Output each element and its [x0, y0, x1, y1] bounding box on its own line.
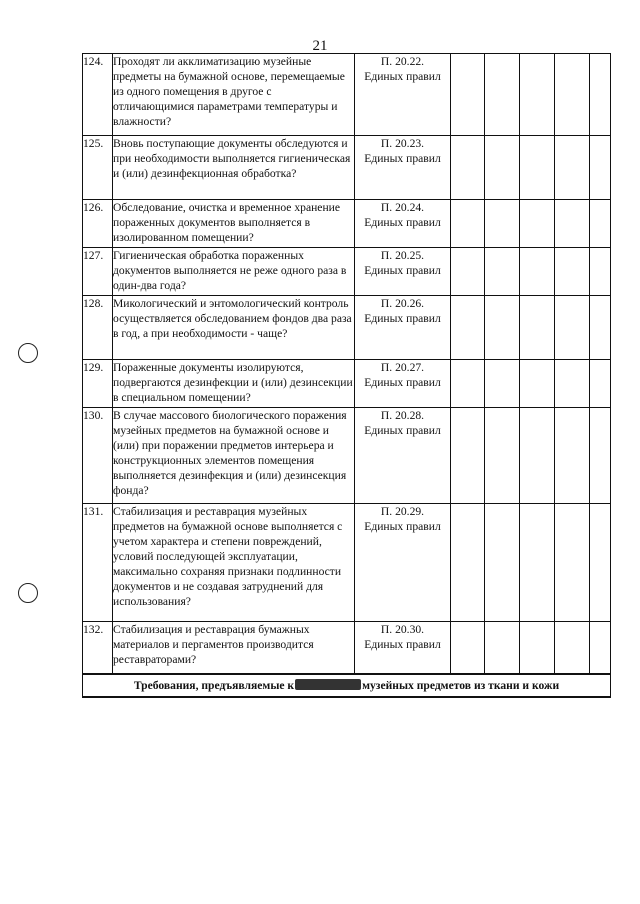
row-number: 128. — [83, 296, 113, 360]
punch-hole — [18, 343, 38, 363]
rule-reference-source: Единых правил — [364, 376, 441, 389]
rule-reference-clause: П. 20.22. — [380, 55, 425, 68]
answer-cell — [520, 248, 555, 296]
requirement-question: Вновь поступающие документы обследуются и при необходимости выполняется гигиеническая и (или) дезинфекционная обработка? — [113, 136, 355, 200]
row-number: 132. — [83, 622, 113, 674]
answer-cell — [451, 622, 485, 674]
table-row — [83, 54, 611, 136]
row-number: 124. — [83, 54, 113, 136]
answer-cell — [555, 296, 590, 360]
section-heading-text-start: Требования, предъявляемые к — [133, 678, 295, 692]
table-row — [83, 296, 611, 360]
section-heading-row — [83, 674, 611, 697]
rule-reference-clause: П. 20.26. — [380, 297, 425, 310]
answer-cell — [520, 200, 555, 248]
answer-cell — [555, 622, 590, 674]
row-number: 131. — [83, 504, 113, 622]
rule-reference — [355, 296, 451, 360]
answer-cell — [590, 136, 611, 200]
answer-cell — [485, 504, 520, 622]
answer-cell — [485, 136, 520, 200]
answer-cell — [555, 504, 590, 622]
row-number: 125. — [83, 136, 113, 200]
requirement-question: В случае массового биологического поражения музейных предметов на бумажной основе и (или) при поражении предметов интерьера и конструкционных элементов помещения выполняется дезинфекция и (или) дезинсекция фонда? — [113, 408, 355, 504]
answer-cell — [520, 360, 555, 408]
answer-cell — [590, 360, 611, 408]
answer-cell — [451, 408, 485, 504]
rule-reference-clause: П. 20.27. — [380, 361, 425, 374]
table-body — [83, 54, 611, 674]
punch-hole — [18, 583, 38, 603]
answer-cell — [555, 54, 590, 136]
rule-reference-clause: П. 20.23. — [380, 137, 425, 150]
section-heading — [83, 674, 611, 697]
requirement-question: Гигиеническая обработка пораженных документов выполняется не реже одного раза в один-два года? — [113, 248, 355, 296]
answer-cell — [590, 622, 611, 674]
answer-cell — [485, 622, 520, 674]
rule-reference-clause: П. 20.29. — [380, 505, 425, 518]
requirements-table — [82, 53, 611, 698]
answer-cell — [451, 360, 485, 408]
section-heading-text-end: музейных предметов из ткани и кожи — [362, 678, 560, 692]
rule-reference-clause: П. 20.28. — [380, 409, 425, 422]
table-row — [83, 248, 611, 296]
answer-cell — [520, 296, 555, 360]
requirement-question: Пораженные документы изолируются, подвергаются дезинфекции и (или) дезинсекции в специальном помещении? — [113, 360, 355, 408]
answer-cell — [555, 360, 590, 408]
rule-reference-clause: П. 20.25. — [380, 249, 425, 262]
answer-cell — [451, 200, 485, 248]
answer-cell — [590, 504, 611, 622]
answer-cell — [520, 622, 555, 674]
answer-cell — [520, 408, 555, 504]
answer-cell — [555, 200, 590, 248]
answer-cell — [520, 54, 555, 136]
rule-reference-source: Единых правил — [364, 424, 441, 437]
answer-cell — [590, 248, 611, 296]
answer-cell — [590, 296, 611, 360]
table-row — [83, 136, 611, 200]
answer-cell — [451, 136, 485, 200]
row-number: 129. — [83, 360, 113, 408]
answer-cell — [485, 54, 520, 136]
rule-reference-source: Единых правил — [364, 520, 441, 533]
answer-cell — [485, 408, 520, 504]
rule-reference — [355, 622, 451, 674]
answer-cell — [520, 136, 555, 200]
answer-cell — [590, 54, 611, 136]
table-row — [83, 360, 611, 408]
answer-cell — [451, 296, 485, 360]
row-number: 130. — [83, 408, 113, 504]
rule-reference — [355, 360, 451, 408]
rule-reference — [355, 200, 451, 248]
rule-reference-source: Единых правил — [364, 312, 441, 325]
answer-cell — [590, 408, 611, 504]
rule-reference — [355, 248, 451, 296]
answer-cell — [555, 408, 590, 504]
requirement-question: Микологический и энтомологический контроль осуществляется обследованием фондов два раза в год, а при необходимости - чаще? — [113, 296, 355, 360]
rule-reference-clause: П. 20.24. — [380, 201, 425, 214]
answer-cell — [451, 54, 485, 136]
answer-cell — [590, 200, 611, 248]
page-number: 21 — [312, 38, 328, 54]
answer-cell — [555, 136, 590, 200]
rule-reference — [355, 136, 451, 200]
answer-cell — [485, 248, 520, 296]
rule-reference-source: Единых правил — [364, 264, 441, 277]
requirement-question: Обследование, очистка и временное хранение пораженных документов выполняется в изолированном помещении? — [113, 200, 355, 248]
rule-reference-source: Единых правил — [364, 70, 441, 83]
table-row — [83, 408, 611, 504]
table-row — [83, 504, 611, 622]
answer-cell — [555, 248, 590, 296]
ink-smudge — [295, 679, 361, 690]
row-number: 126. — [83, 200, 113, 248]
rule-reference-clause: П. 20.30. — [380, 623, 425, 636]
answer-cell — [485, 296, 520, 360]
answer-cell — [451, 248, 485, 296]
table-row — [83, 200, 611, 248]
rule-reference — [355, 54, 451, 136]
answer-cell — [520, 504, 555, 622]
requirement-question: Стабилизация и реставрация музейных предметов на бумажной основе выполняется с учетом характера и степени повреждений, условий последующей эксплуатации, максимально сохраняя признаки подлинности документов и не создавая затруднений для использования? — [113, 504, 355, 622]
table-row — [83, 622, 611, 674]
answer-cell — [451, 504, 485, 622]
rule-reference — [355, 408, 451, 504]
rule-reference-source: Единых правил — [364, 638, 441, 651]
rule-reference-source: Единых правил — [364, 152, 441, 165]
answer-cell — [485, 360, 520, 408]
rule-reference-source: Единых правил — [364, 216, 441, 229]
answer-cell — [485, 200, 520, 248]
requirement-question: Стабилизация и реставрация бумажных материалов и пергаментов производится реставраторами? — [113, 622, 355, 674]
rule-reference — [355, 504, 451, 622]
requirement-question: Проходят ли акклиматизацию музейные предметы на бумажной основе, перемещаемые из одного помещения в другое с отличающимися параметрами температуры и влажности? — [113, 54, 355, 136]
row-number: 127. — [83, 248, 113, 296]
